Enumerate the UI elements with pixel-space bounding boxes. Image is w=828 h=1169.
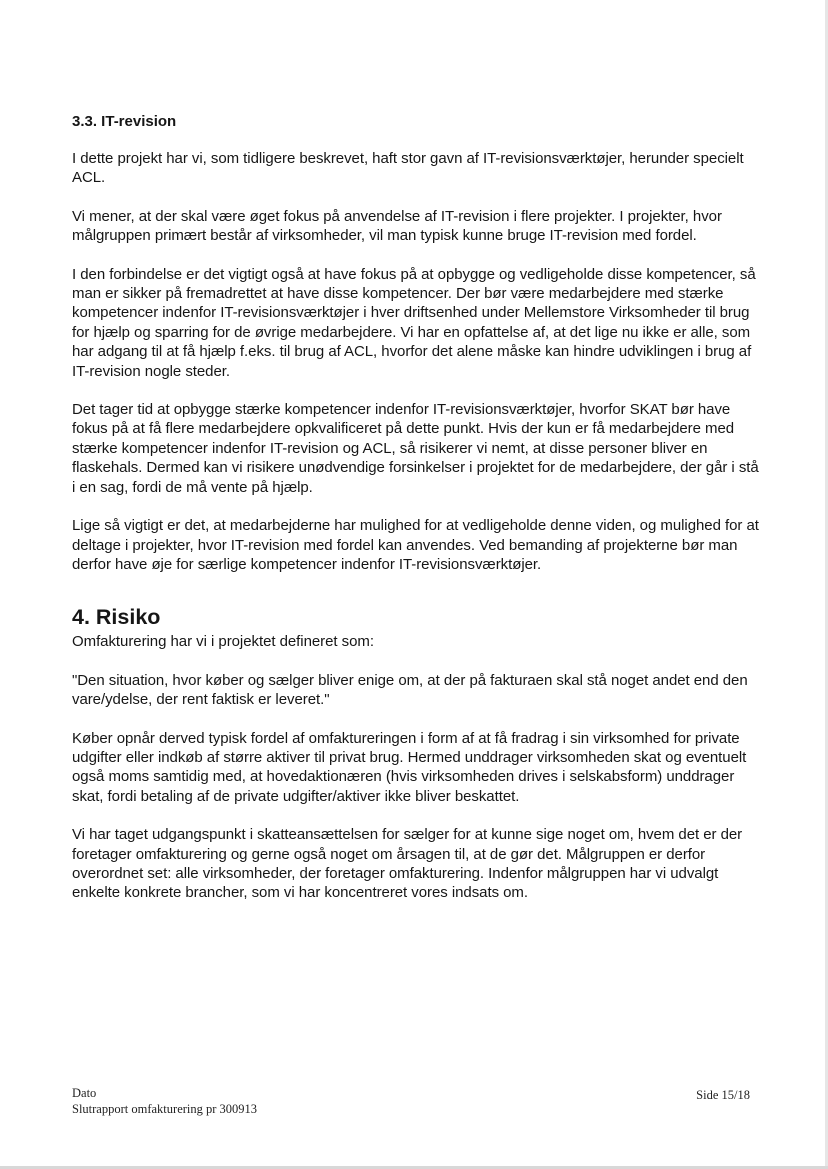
chapter-title: 4. Risiko: [72, 605, 161, 630]
section-paragraph-5: Lige så vigtigt er det, at medarbejderne har mulighed for at vedligeholde denne viden, og mulighed for at deltage i projekter, hvor IT-revision med fordel kan anvendes. Ved bemanding af projekterne bør man derfor have øje for særlige kompetencer indenfor IT-revisionsværktøjer.: [72, 517, 759, 573]
chapter-paragraph-4: Vi har taget udgangspunkt i skatteansættelsen for sælger for at kunne sige noget om, hvem det er der foretager omfakturering og gerne også noget om årsagen til, at de gør det. Målgruppen er derfor overordnet set: alle virksomheder, der foretager omfakturering. Indenfor målgruppen har vi udvalgt enkelte konkrete brancher, som vi har koncentreret vores indsats om.: [72, 826, 743, 902]
chapter-definition-quote: "Den situation, hvor køber og sælger bliver enige om, at der på fakturaen skal stå noget andet end den vare/ydelse, der rent faktisk er leveret.": [72, 671, 748, 709]
section-paragraph-2: Vi mener, at der skal være øget fokus på anvendelse af IT-revision i flere projekter. I projekter, hvor målgruppen primært består af virksomheder, vil man typisk kunne bruge IT-revision med fordel.: [72, 207, 722, 245]
page-content: [72, 112, 760, 922]
footer-page-number: Side 15/18: [696, 1088, 750, 1102]
footer-left: [72, 1085, 257, 1117]
section-paragraph-1: I dette projekt har vi, som tidligere beskrevet, haft stor gavn af IT-revisionsværktøjer, herunder specielt ACL.: [72, 150, 744, 187]
section-paragraph-4: Det tager tid at opbygge stærke kompetencer indenfor IT-revisionsværktøjer, hvorfor SKAT bør have fokus på at få flere medarbejdere opkvalificeret på dette punkt. Hvis der kun er få medarbejdere med stærke kompetencer indenfor IT-revision og ACL, så risikerer vi nemt, at disse personer bliver en flaskehals. Dermed kan vi risikere unødvendige forsinkelser i projektet for de medarbejdere, der går i stå i en sag, fordi de må vente på hjælp.: [72, 401, 759, 496]
chapter-paragraph-3: Køber opnår derved typisk fordel af omfaktureringen i form af at få fradrag i sin virksomhed for private udgifter eller indkøb af større aktiver til privat brug. Hermed unddrager virksomheden skat og eventuelt også moms samtidig med, at hovedaktionæren (hvis virksomheden drives i selskabsform) unddrager skat, fordi betaling af de private udgifter/aktiver ikke bliver beskattet.: [72, 729, 747, 805]
footer-report-name: Slutrapport omfakturering pr 300913: [72, 1102, 258, 1116]
footer-date-label: Dato: [72, 1086, 97, 1100]
chapter-paragraph-1: Omfakturering har vi i projektet defineret som:: [72, 633, 374, 651]
section-title: 3.3. IT-revision: [72, 113, 177, 130]
section-paragraph-3: I den forbindelse er det vigtigt også at have fokus på at opbygge og vedligeholde disse kompetencer, så man er sikker på fremadrettet at have disse kompetencer. Der bør være medarbejdere med stærke kompetencer indenfor IT-revisionsværktøjer i hver driftsenhed under Mellemstore Virksomheder til brug for hjælp og sparring for de øvrige medarbejdere. Vi har en opfattelse af, at det lige nu ikke er alle, som har adgang til at få hjælp f.eks. til brug af ACL, hvorfor det alene måske kan hindre udviklingen i brug af IT-revision nogle steder.: [72, 265, 756, 380]
